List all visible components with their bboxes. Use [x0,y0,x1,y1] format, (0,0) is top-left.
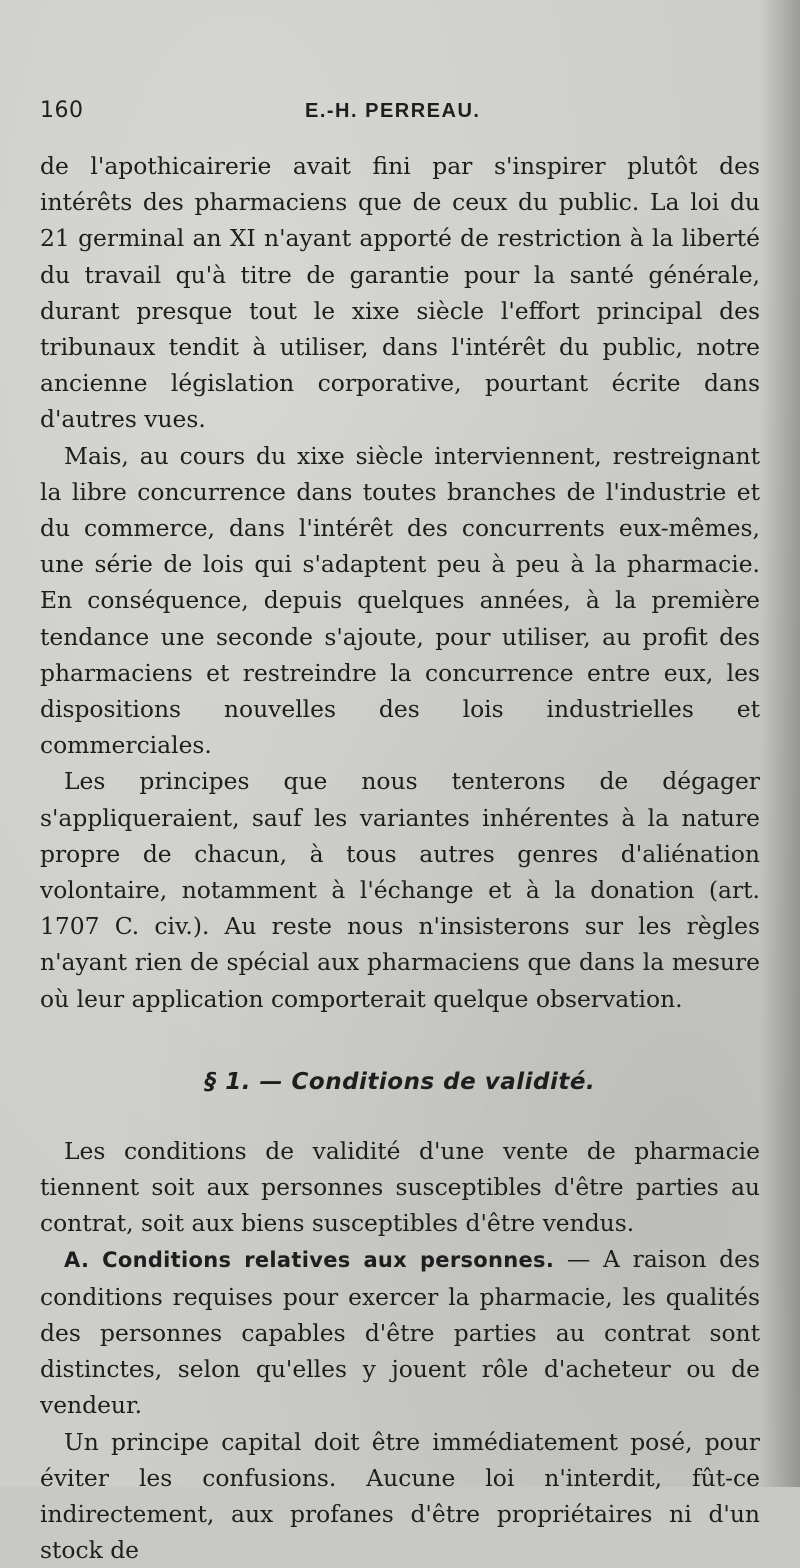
section-heading: § 1. — Conditions de validité. [40,1069,760,1095]
paragraph-6: Un principe capital doit être immédiatement posé, pour éviter les confusions. Aucune loi n'interdit, fût-ce indirectement, aux profanes d'être propriétaires ni d'un stock de [40,1424,760,1568]
paragraph-1: de l'apothicairerie avait fini par s'inspirer plutôt des intérêts des pharmaciens que de ceux du public. La loi du 21 germinal an XI n'ayant apporté de restriction à la liberté du travail qu'à titre de garantie pour la santé générale, durant presque tout le xixe siècle l'effort principal des tribunaux tendit à utiliser, dans l'intérêt du public, notre ancienne législation corporative, pourtant écrite dans d'autres vues. [40,148,760,438]
paragraph-4: Les conditions de validité d'une vente de pharmacie tiennent soit aux personnes susceptibles d'être parties au contrat, soit aux biens susceptibles d'être vendus. [40,1133,760,1242]
running-title: E.-H. PERREAU. [305,100,480,123]
paragraph-2: Mais, au cours du xixe siècle interviennent, restreignant la libre concurrence dans toutes branches de l'industrie et du commerce, dans l'intérêt des concurrents eux-mêmes, une série de lois qui s'adaptent peu à peu à la pharmacie. En conséquence, depuis quelques années, à la première tendance une seconde s'ajoute, pour utiliser, au profit des pharmaciens et restreindre la concurrence entre eux, les dispositions nouvelles des lois industrielles et commerciales. [40,438,760,764]
running-head [40,98,760,134]
paragraph-3: Les principes que nous tenterons de dégager s'appliqueraient, sauf les variantes inhérentes à la nature propre de chacun, à tous autres genres d'aliénation volontaire, notamment à l'échange et à la donation (art. 1707 C. civ.). Au reste nous n'insisterons sur les règles n'ayant rien de spécial aux pharmaciens que dans la mesure où leur application comporterait quelque observation. [40,763,760,1016]
subheading-label: A. Conditions relatives aux personnes. [64,1248,554,1272]
page-number: 160 [40,98,84,123]
paragraph-5 [40,1241,760,1423]
paragraph-5-text: — A raison des conditions requises pour exercer la pharmacie, les qualités des personnes capables d'être parties au contrat sont distinctes, selon qu'elles y jouent rôle d'acheteur ou de vendeur. [40,1245,760,1419]
page-edge-shadow [760,0,800,1487]
